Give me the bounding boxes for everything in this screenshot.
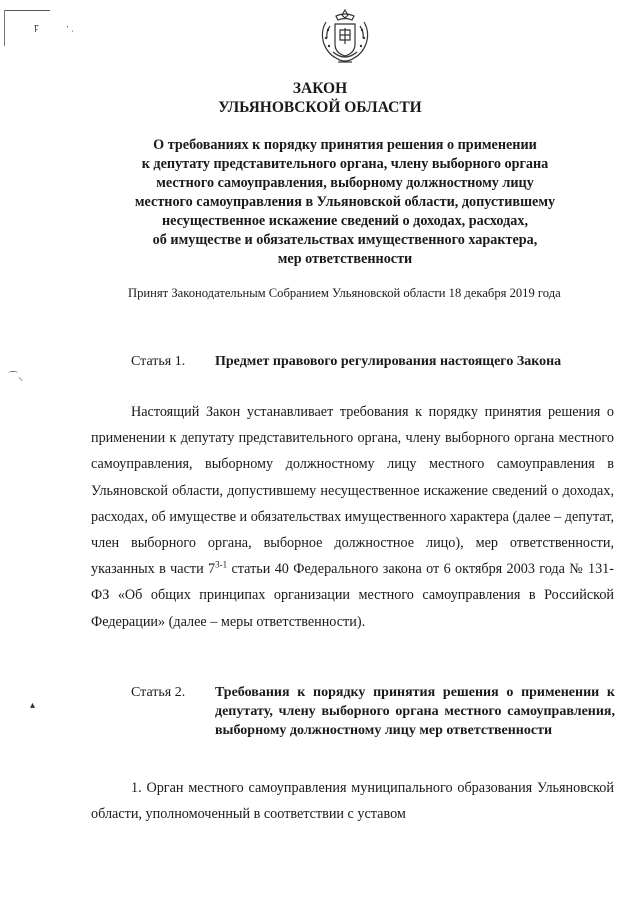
article-number: Статья 1.	[131, 354, 186, 369]
paragraph-text: Настоящий Закон устанавливает требования к порядку принятия решения о применении к депутату представительного органа, члену выборного органа местного самоуправления, выборному должностному лицу местного самоуправления в Ульяновской области, допустившему несущественное искажение сведений о доходах, расходах, об имуществе и обязательствах имущественного характера (далее – депутат, член выборного органа, выборное должностное лицо), мер ответственности, указанных в части 7	[91, 404, 614, 578]
subtitle-line: к депутату представительного органа, члену выборного органа	[141, 156, 549, 172]
scan-corner-mark	[4, 10, 50, 11]
scan-margin-dot: ▴	[30, 700, 36, 711]
article-2-paragraph: 1. Орган местного самоуправления муниципального образования Ульяновской области, уполномоченный в соответствии с уставом	[91, 780, 614, 823]
scan-corner-mark-vertical	[4, 10, 5, 46]
article-1-paragraph	[91, 399, 614, 635]
subtitle-line: об имуществе и обязательствах имущественного характера,	[152, 232, 538, 248]
scan-margin-mark: ⌒⸜	[8, 372, 23, 383]
scan-speck: ꝼ	[34, 22, 39, 32]
article-number: Статья 2.	[131, 685, 186, 700]
article-title: Предмет правового регулирования настоящего Закона	[215, 354, 562, 369]
coat-of-arms-emblem	[316, 6, 374, 68]
law-title-line: УЛЬЯНОВСКОЙ ОБЛАСТИ	[218, 99, 422, 116]
law-title-line: ЗАКОН	[292, 80, 348, 97]
subtitle-line: местного самоуправления, выборному должностному лицу	[156, 175, 534, 191]
subtitle-line: мер ответственности	[277, 251, 413, 267]
paragraph-text-cont: статьи 40 Федерального закона от 6 октября 2003 года № 131-ФЗ «Об общих принципах организации местного самоуправления в Российской Федерации» (далее – меры ответственности).	[91, 561, 614, 630]
adoption-note: Принят Законодательным Собранием Ульяновской области 18 декабря 2019 года	[128, 286, 561, 300]
subtitle-line: несущественное искажение сведений о доходах, расходах,	[161, 213, 529, 229]
article-1-heading	[131, 352, 601, 372]
scan-speck: ‧ ˌ	[66, 22, 75, 32]
article-title: Требования к порядку принятия решения о применении к депутату, члену выборного органа местного самоуправления, выборному должностному лицу мер ответственности	[215, 685, 615, 738]
law-subtitle	[110, 136, 580, 269]
paragraph-superscript: 3-1	[215, 559, 228, 570]
law-title	[0, 79, 640, 117]
subtitle-line: О требованиях к порядку принятия решения о применении	[153, 137, 537, 153]
subtitle-line: местного самоуправления в Ульяновской области, допустившему	[134, 194, 556, 210]
article-2-heading	[131, 683, 615, 763]
